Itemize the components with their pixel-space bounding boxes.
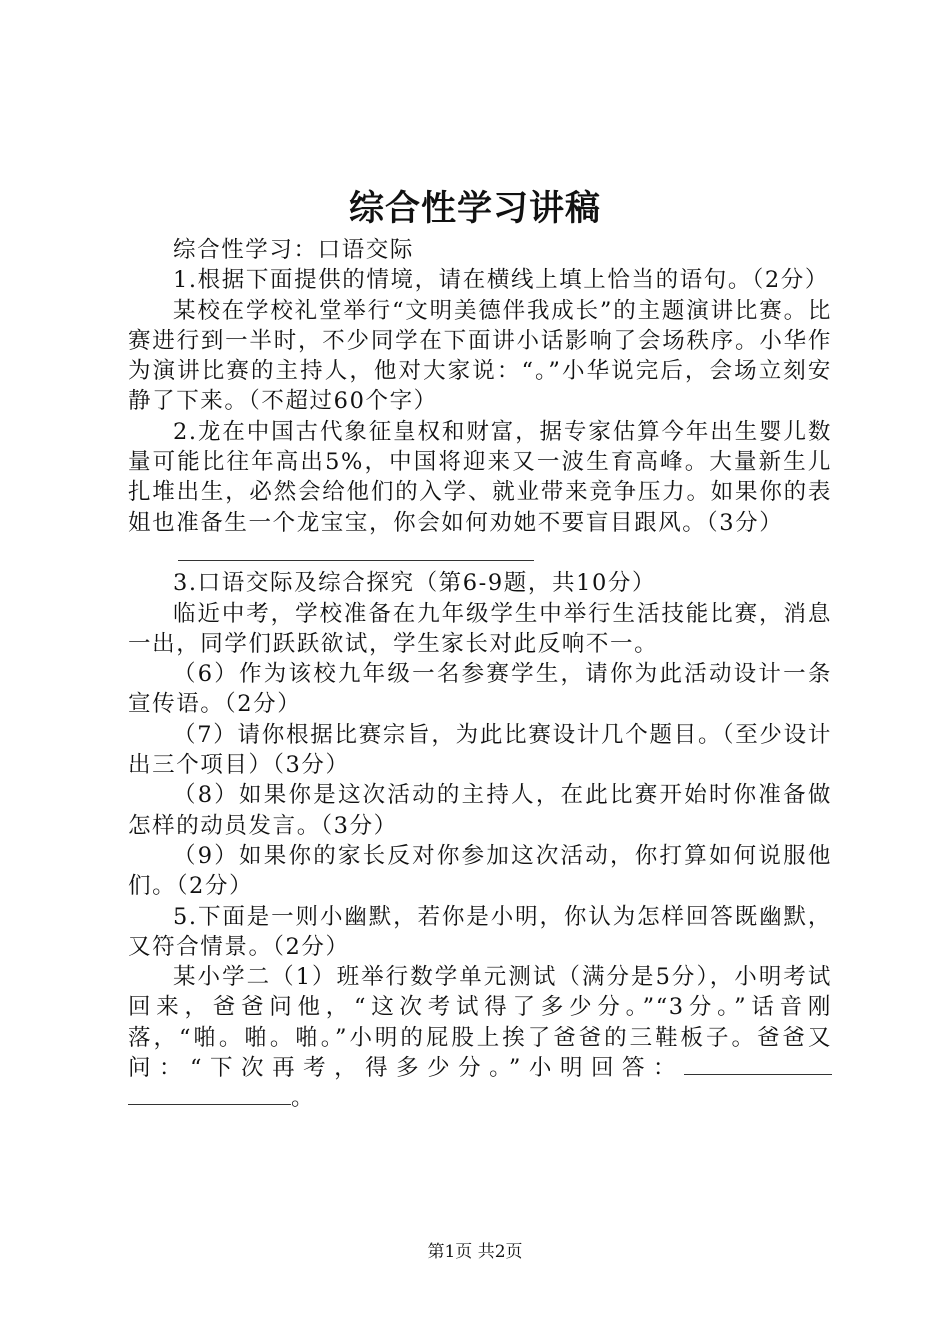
question-7: （7）请你根据比赛宗旨，为此比赛设计几个题目。（至少设计出三个项目）（3分） <box>128 721 832 779</box>
question-3-context: 临近中考，学校准备在九年级学生中举行生活技能比赛，消息一出，同学们跃跃欲试，学生家长对此反响不一。 <box>128 600 832 657</box>
question-3-heading: 3.口语交际及综合探究（第6-9题，共10分） <box>173 570 657 597</box>
page-footer: 第1页 共2页 <box>427 1242 523 1262</box>
answer-underline-2 <box>128 1084 291 1105</box>
answer-blank-line <box>128 538 832 568</box>
answer-underline <box>178 560 534 561</box>
question-2: 2.龙在中国古代象征皇权和财富，据专家估算今年出生婴儿数量可能比往年高出5%，中国将迎来又一波生育高峰。大量新生儿扎堆出生，必然会给他们的入学、就业带来竞争压力。如果你的表姐也准备生一个龙宝宝，你会如何劝她不要盲目跟风。（3分） <box>128 418 832 536</box>
document-body <box>128 235 832 1114</box>
question-1-scenario: 某校在学校礼堂举行“文明美德伴我成长”的主题演讲比赛。比赛进行到一半时，不少同学在下面讲小话影响了会场秩序。小华作为演讲比赛的主持人，他对大家说：“。”小华说完后，会场立刻安静了下来。（不超过60个字） <box>128 297 832 415</box>
question-1: 1.根据下面提供的情境，请在横线上填上恰当的语句。（2分） <box>173 267 829 294</box>
question-5-story <box>128 962 832 1113</box>
question-5-story-text: 某小学二（1）班举行数学单元测试（满分是5分），小明考试回来，爸爸问他，“这次考试得了多少分。”“3分。”话音刚落，“啪。啪。啪。”小明的屁股上挨了爸爸的三鞋板子。爸爸又问：“下次再考，得多少分。”小明回答： <box>128 964 832 1082</box>
section-heading: 综合性学习：口语交际 <box>173 237 415 263</box>
question-8: （8）如果你是这次活动的主持人，在此比赛开始时你准备做怎样的动员发言。（3分） <box>128 782 832 839</box>
question-5: 5.下面是一则小幽默，若你是小明，你认为怎样回答既幽默，又符合情景。（2分） <box>128 903 832 960</box>
document-title: 综合性学习讲稿 <box>348 189 601 229</box>
answer-underline-1 <box>684 1054 832 1075</box>
question-6: （6）作为该校九年级一名参赛学生，请你为此活动设计一条宣传语。（2分） <box>128 661 832 718</box>
question-9: （9）如果你的家长反对你参加这次活动，你打算如何说服他们。（2分） <box>128 842 832 900</box>
question-5-story-end: 。 <box>291 1085 316 1112</box>
